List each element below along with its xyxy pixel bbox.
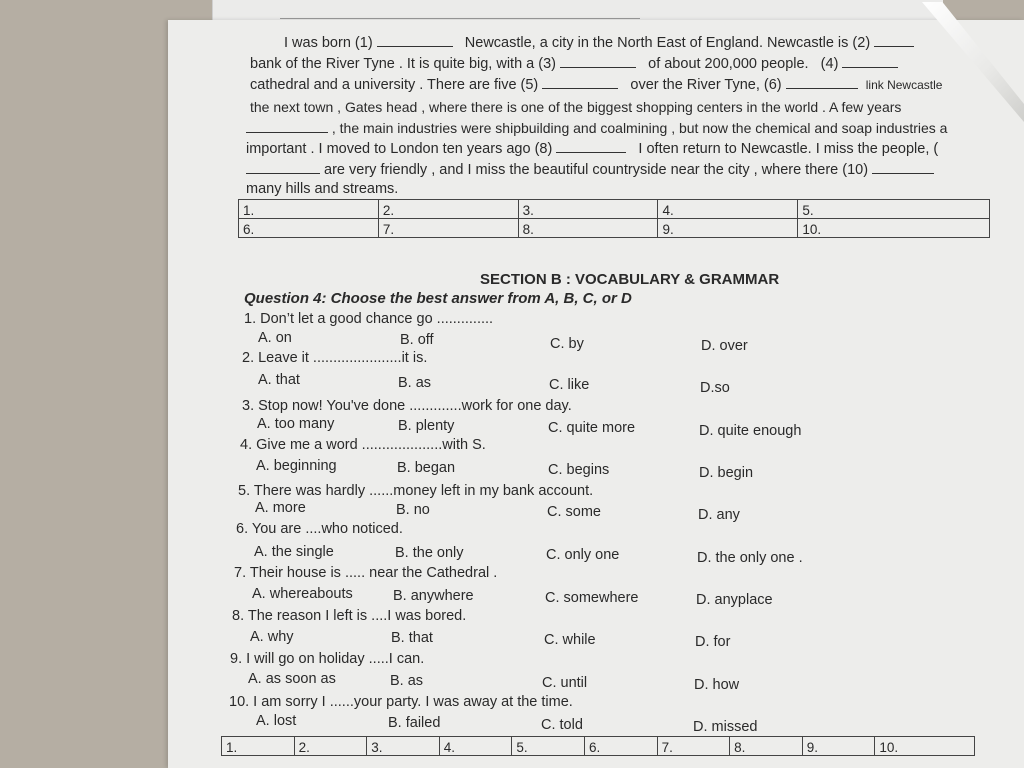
question-9-option-d[interactable]: D. how — [694, 677, 740, 693]
passage-line-8 — [246, 180, 398, 198]
q4-answer-cell-7[interactable]: 7. — [657, 737, 730, 756]
passage-text: Newcastle, a city in the North East of England. Newcastle is (2) — [464, 35, 871, 51]
blank-7 — [246, 120, 328, 133]
passage-line-6 — [246, 140, 938, 158]
question-8-option-c[interactable]: C. while — [544, 632, 596, 648]
answer-cell-5[interactable]: 5. — [798, 200, 990, 219]
passage-line-2 — [250, 55, 898, 73]
table-row — [222, 737, 975, 756]
passage-text: over the River Tyne, (6) — [630, 77, 782, 93]
question-1-stem: 1. Don’t let a good chance go .............. — [244, 311, 494, 327]
passage-answer-grid — [238, 199, 990, 238]
answer-cell-1[interactable]: 1. — [239, 200, 379, 219]
question-10-option-c[interactable]: C. told — [541, 717, 583, 733]
blank-10 — [872, 161, 934, 174]
passage-text: I was born (1) — [284, 35, 373, 51]
q4-answer-cell-1[interactable]: 1. — [222, 737, 295, 756]
passage-text: bank of the River Tyne . It is quite big, with a (3) — [250, 56, 556, 72]
question-5-option-b[interactable]: B. no — [396, 502, 430, 518]
question-8-option-a[interactable]: A. why — [250, 629, 294, 645]
passage-line-4 — [250, 98, 901, 116]
answer-cell-10[interactable]: 10. — [798, 219, 990, 238]
question-2-stem: 2. Leave it ......................it is. — [242, 350, 428, 366]
table-row — [239, 219, 990, 238]
question-4-answer-grid — [221, 736, 975, 756]
background-sheet — [212, 0, 943, 20]
question-7-stem: 7. Their house is ..... near the Cathedral . — [234, 565, 498, 581]
q4-answer-cell-3[interactable]: 3. — [367, 737, 440, 756]
question-8-stem: 8. The reason I left is ....I was bored. — [232, 608, 467, 624]
question-5-option-d[interactable]: D. any — [698, 507, 740, 523]
passage-text: of about 200,000 people. — [648, 56, 809, 72]
answer-cell-6[interactable]: 6. — [239, 219, 379, 238]
question-10-stem: 10. I am sorry I ......your party. I was away at the time. — [229, 694, 573, 710]
question-5-option-a[interactable]: A. more — [255, 500, 306, 516]
passage-text: are very friendly , and I miss the beautiful countryside near the city , where there (10) — [324, 162, 869, 178]
question-1-option-c[interactable]: C. by — [550, 336, 584, 352]
question-3-option-b[interactable]: B. plenty — [398, 418, 455, 434]
question-1-option-d[interactable]: D. over — [701, 338, 748, 354]
question-2-option-b[interactable]: B. as — [398, 375, 432, 391]
q4-answer-cell-2[interactable]: 2. — [294, 737, 367, 756]
answer-cell-7[interactable]: 7. — [378, 219, 518, 238]
question-3-option-a[interactable]: A. too many — [257, 416, 335, 432]
answer-cell-4[interactable]: 4. — [658, 200, 798, 219]
question-6-option-d[interactable]: D. the only one . — [697, 550, 803, 566]
q4-answer-cell-10[interactable]: 10. — [875, 737, 975, 756]
question-7-option-c[interactable]: C. somewhere — [545, 590, 639, 606]
passage-text: important . I moved to London ten years ago (8) — [246, 141, 553, 157]
question-4-stem: 4. Give me a word ....................with S. — [240, 437, 486, 453]
question-2-option-d[interactable]: D.so — [700, 380, 730, 396]
question-10-option-d[interactable]: D. missed — [693, 719, 758, 735]
blank-6 — [786, 76, 858, 89]
question-4-option-c[interactable]: C. begins — [548, 462, 610, 478]
question-10-option-a[interactable]: A. lost — [256, 713, 297, 729]
passage-text: , the main industries were shipbuilding and coalmining , but now the chemical and soap industries a — [331, 120, 948, 136]
question-6-option-c[interactable]: C. only one — [546, 547, 620, 563]
question-2-option-a[interactable]: A. that — [258, 372, 300, 388]
question-8-option-d[interactable]: D. for — [695, 634, 731, 650]
table-row — [239, 200, 990, 219]
passage-line-1 — [284, 34, 914, 52]
blank-1 — [377, 34, 453, 47]
answer-cell-9[interactable]: 9. — [658, 219, 798, 238]
q4-answer-cell-6[interactable]: 6. — [584, 737, 657, 756]
passage-line-3 — [250, 76, 942, 94]
question-4-option-b[interactable]: B. began — [397, 460, 456, 476]
question-10-option-b[interactable]: B. failed — [388, 715, 441, 731]
question-6-option-b[interactable]: B. the only — [395, 545, 464, 561]
question-7-option-b[interactable]: B. anywhere — [393, 588, 474, 604]
question-6-stem: 6. You are ....who noticed. — [236, 521, 403, 537]
blank-3 — [560, 55, 636, 68]
question-7-option-d[interactable]: D. anyplace — [696, 592, 773, 608]
question-1-option-b[interactable]: B. off — [400, 332, 434, 348]
section-b-heading: SECTION B : VOCABULARY & GRAMMAR — [480, 271, 780, 288]
q4-answer-cell-8[interactable]: 8. — [730, 737, 803, 756]
blank-2 — [874, 34, 914, 47]
question-3-stem: 3. Stop now! You've done .............work for one day. — [242, 398, 572, 414]
passage-text: cathedral and a university . There are five (5) — [250, 77, 539, 93]
q4-answer-cell-5[interactable]: 5. — [512, 737, 585, 756]
question-2-option-c[interactable]: C. like — [549, 377, 590, 393]
passage-text: many hills and streams. — [246, 181, 399, 197]
question-3-option-d[interactable]: D. quite enough — [699, 423, 802, 439]
question-7-option-a[interactable]: A. whereabouts — [252, 586, 353, 602]
background-sheet-rule — [280, 18, 640, 19]
passage-text: the next town , Gates head , where there is one of the biggest shopping centers in the world . A few years — [250, 99, 902, 115]
blank-4 — [842, 55, 898, 68]
answer-cell-3[interactable]: 3. — [518, 200, 658, 219]
blank-9 — [246, 161, 320, 174]
q4-answer-cell-4[interactable]: 4. — [439, 737, 512, 756]
passage-text: (4) — [820, 56, 839, 72]
question-4-option-a[interactable]: A. beginning — [256, 458, 337, 474]
blank-5 — [542, 76, 618, 89]
passage-line-7 — [246, 161, 934, 179]
blank-8 — [556, 140, 626, 153]
question-8-option-b[interactable]: B. that — [391, 630, 433, 646]
passage-text: I often return to Newcastle. I miss the people, ( — [638, 141, 939, 157]
answer-cell-8[interactable]: 8. — [518, 219, 658, 238]
question-6-option-a[interactable]: A. the single — [254, 544, 334, 560]
question-9-stem: 9. I will go on holiday .....I can. — [230, 651, 425, 667]
question-3-option-c[interactable]: C. quite more — [548, 420, 636, 436]
passage-line-5 — [246, 119, 947, 137]
question-4-heading: Question 4: Choose the best answer from A, B, C, or D — [244, 290, 632, 307]
question-5-stem: 5. There was hardly ......money left in my bank account. — [238, 483, 594, 499]
passage-text: link Newcastle — [865, 78, 943, 92]
question-9-option-b[interactable]: B. as — [390, 673, 424, 689]
question-4-option-d[interactable]: D. begin — [699, 465, 754, 481]
question-9-option-a[interactable]: A. as soon as — [248, 671, 336, 687]
answer-cell-2[interactable]: 2. — [378, 200, 518, 219]
question-9-option-c[interactable]: C. until — [542, 675, 588, 691]
question-5-option-c[interactable]: C. some — [547, 504, 601, 520]
question-1-option-a[interactable]: A. on — [258, 330, 292, 346]
q4-answer-cell-9[interactable]: 9. — [802, 737, 875, 756]
